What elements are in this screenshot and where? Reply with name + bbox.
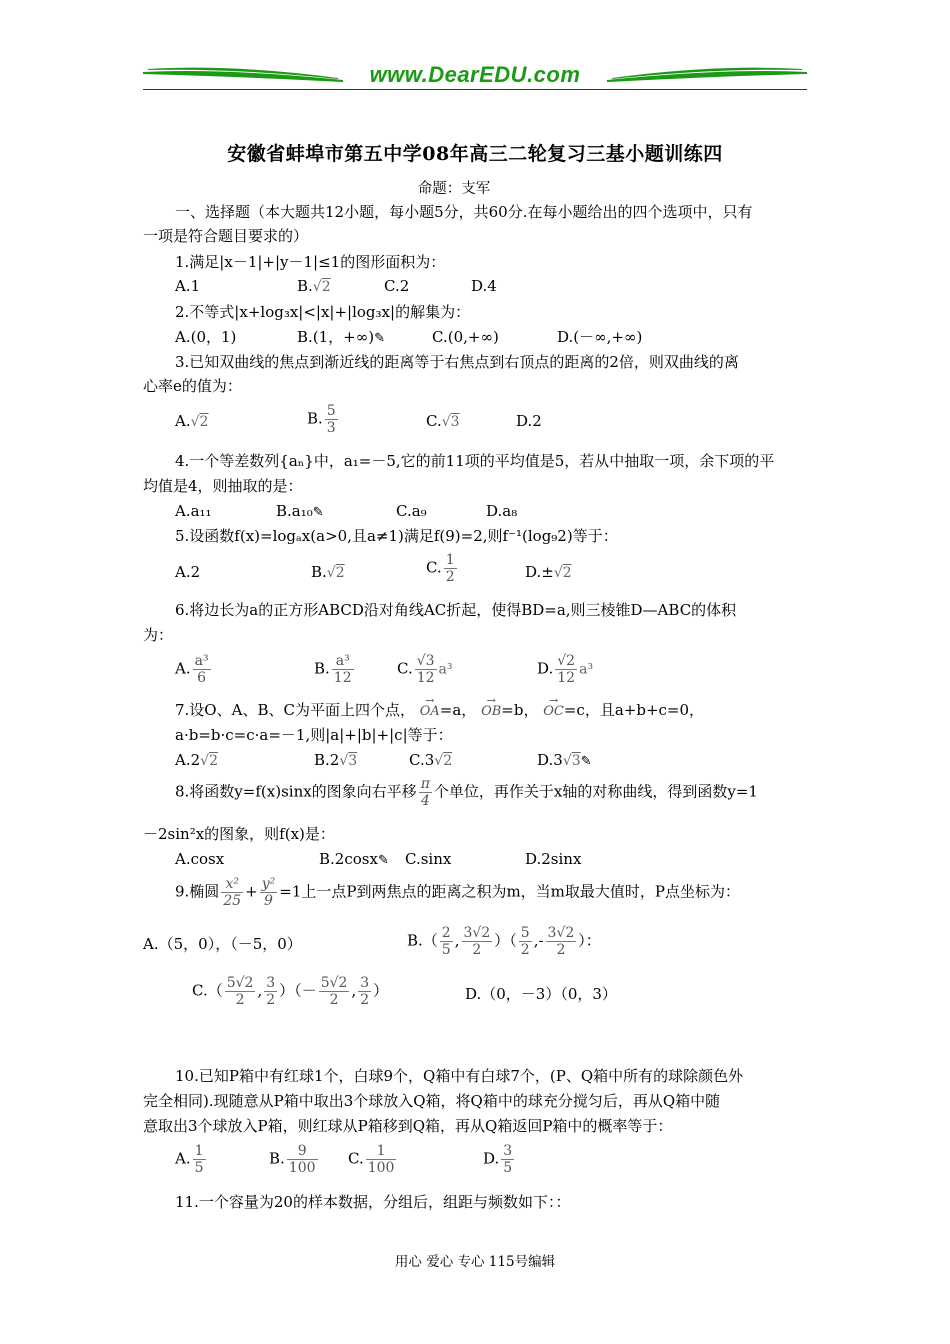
answer-mark-icon: ✎ — [312, 505, 324, 520]
q7-stem-line1: 7.设O、A、B、C为平面上四个点， → OA=a， → OB=b， → OC=c，且a+b+c=0， — [175, 700, 704, 722]
q7-option-d: D.3√3✎ — [537, 751, 592, 769]
q4-stem-line2: 均值是4，则抽取的是： — [143, 477, 303, 495]
q6-stem-line2: 为： — [143, 626, 174, 644]
q10-option-b: B. $\frac{9}{100}$ — [269, 1143, 316, 1176]
page-footer: 用心 爱心 专心 115号编辑 — [394, 1254, 556, 1270]
q6-option-d: D. $\frac{√2}{12}$ a³ — [537, 653, 594, 686]
q3-option-c: C.√3 — [426, 412, 460, 430]
q2-option-a: A.(0，1) — [175, 328, 237, 346]
q10-stem-line3: 意取出3个球放入P箱，则红球从P箱移到Q箱，再从Q箱返回P箱中的概率等于： — [143, 1117, 673, 1135]
q6-option-a: A. $\frac{\text{a³}}{6}$ — [175, 653, 209, 686]
q4-option-b: B.a₁₀✎ — [276, 502, 324, 520]
q7-stem-line2: a·b=b·c=c·a=－1,则|a|+|b|+|c|等于： — [175, 726, 453, 744]
vector-ob: → OB — [481, 702, 501, 722]
q11-stem: 11.一个容量为20的样本数据，分组后，组距与频数如下：： — [175, 1193, 571, 1211]
q2-option-b: B.(1，+∞)✎ — [297, 328, 386, 346]
q7-option-b: B.2√3 — [314, 751, 358, 769]
q10-stem-line2: 完全相同).现随意从P箱中取出3个球放入Q箱，将Q箱中的球充分搅匀后，再从Q箱中随 — [143, 1092, 721, 1110]
q5-option-a: A.2 — [175, 563, 201, 581]
q8-option-d: D.2sinx — [525, 850, 582, 868]
q6-option-b: B. $\frac{\text{a³}}{12}$ — [314, 653, 352, 686]
q10-option-d: D. $\frac{3}{5}$ — [483, 1143, 513, 1176]
q3-stem-line2: 心率e的值为： — [143, 377, 242, 395]
q8-option-a: A.cosx — [175, 850, 225, 868]
answer-mark-icon: ✎ — [377, 853, 389, 868]
q4-option-c: C.a₉ — [396, 502, 427, 520]
q1-option-a: A.1 — [175, 277, 201, 295]
document-author: 命题：支军 — [417, 181, 491, 197]
answer-mark-icon: ✎ — [580, 754, 592, 769]
header-rule — [143, 89, 807, 90]
answer-mark-icon: ✎ — [374, 331, 386, 346]
q5-stem: 5.设函数f(x)=logₐx(a>0,且a≠1)满足f(9)=2,则f⁻¹(log₉2)等于： — [175, 527, 618, 545]
q3-option-d: D.2 — [516, 412, 542, 430]
q2-stem: 2.不等式|x+log₃x|<|x|+|log₃x|的解集为： — [175, 303, 471, 321]
q2-option-c: C.(0,+∞) — [432, 328, 499, 346]
q9-option-a: A.（5，0），（－5，0） — [143, 935, 302, 953]
q4-option-a: A.a₁₁ — [175, 502, 212, 520]
q3-stem-line1: 3.已知双曲线的焦点到渐近线的距离等于右焦点到右顶点的距离的2倍，则双曲线的离 — [175, 353, 739, 371]
q1-stem: 1.满足|x－1|+|y－1|≤1的图形面积为： — [175, 253, 446, 271]
q7-option-c: C.3√2 — [409, 751, 453, 769]
q9-option-c: C.（ $\frac{5√2}{2}$ , $\frac{3}{2}$ ）（－ $\frac{5√2}{2}$ , $\frac{3}{2}$ ） — [192, 975, 389, 1008]
q9-option-b: B.（ $\frac{2}{5}$ , $\frac{3√2}{2}$ ）（ $\frac{5}{2}$ ,- $\frac{3√2}{2}$ ）： — [407, 925, 601, 958]
q8-stem-line2: －2sin²x的图象，则f(x)是： — [143, 825, 335, 843]
q10-stem-line1: 10.已知P箱中有红球1个，白球9个，Q箱中有白球7个，(P、Q箱中所有的球除颜色外 — [175, 1067, 744, 1085]
q8-option-c: C.sinx — [405, 850, 452, 868]
q9-stem: 9.椭圆 $\frac{\text{x²}}{25}$ + $\frac{\text{y²}}{9}$ =1上一点P到两焦点的距离之积为m，当m取最大值时，P点坐标为： — [175, 876, 740, 909]
q9-option-d: D.（0，－3）（0，3） — [465, 985, 617, 1003]
q2-option-d: D.(－∞,+∞) — [557, 328, 643, 346]
q10-option-c: C. $\frac{1}{100}$ — [348, 1143, 395, 1176]
q3-option-a: A.√2 — [175, 412, 209, 430]
q6-option-c: C. $\frac{√3}{12}$ a³ — [397, 653, 453, 686]
q10-option-a: A. $\frac{1}{5}$ — [175, 1143, 204, 1176]
q7-option-a: A.2√2 — [175, 751, 218, 769]
q1-option-d: D.4 — [471, 277, 497, 295]
q5-option-d: D.±√2 — [525, 563, 572, 581]
q5-option-b: B.√2 — [311, 563, 345, 581]
site-logo-text: www.DearEDU.com — [369, 62, 581, 87]
vector-oa: → OA — [420, 702, 440, 722]
section-intro-line1: 一、选择题（本大题共12小题，每小题5分，共60分.在每小题给出的四个选项中，只有 — [175, 203, 753, 221]
vector-oc: → OC — [543, 702, 564, 722]
q8-stem-line1: 8.将函数y=f(x)sinx的图象向右平移 $\frac{\pi}{4}$ 个单位，再作关于x轴的对称曲线，得到函数y=1 — [175, 776, 758, 809]
q6-stem-line1: 6.将边长为a的正方形ABCD沿对角线AC折起，使得BD=a,则三棱锥D—ABC的体积 — [175, 601, 737, 619]
q1-option-b: B.√2 — [297, 277, 331, 295]
q5-option-c: C. $\frac{1}{2}$ — [426, 552, 455, 585]
q4-stem-line1: 4.一个等差数列{aₙ}中，a₁=－5,它的前11项的平均值是5，若从中抽取一项，余下项的平 — [175, 452, 775, 470]
q1-option-c: C.2 — [384, 277, 410, 295]
q4-option-d: D.a₈ — [486, 502, 518, 520]
q3-option-b: B. $\frac{5}{3}$ — [307, 403, 336, 436]
q8-option-b: B.2cosx✎ — [319, 850, 389, 868]
section-intro-line2: 一项是符合题目要求的） — [143, 227, 309, 245]
document-title: 安徽省蚌埠市第五中学08年高三二轮复习三基小题训练四 — [227, 143, 723, 165]
